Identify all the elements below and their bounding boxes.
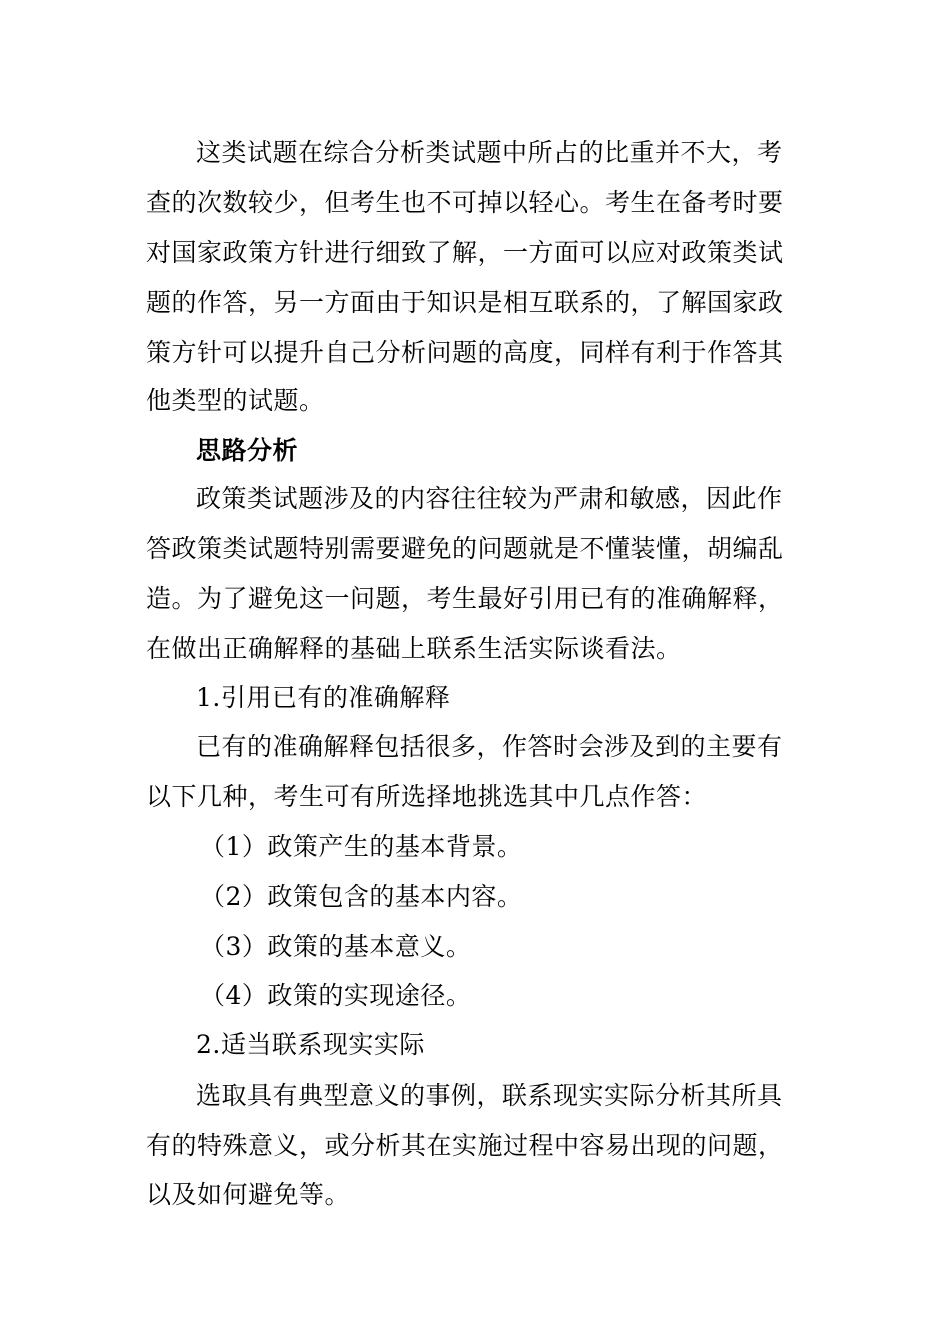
section-heading: 思路分析 — [196, 436, 299, 465]
list-item: （4）政策的实现途径。 — [200, 981, 472, 1010]
paragraph-line: 选取具有典型意义的事例，联系现实实际分析其所具 — [196, 1081, 783, 1110]
paragraph-line: 他类型的试题。 — [146, 386, 325, 415]
subheading: 2.适当联系现实实际 — [196, 1030, 425, 1059]
paragraph-line: 这类试题在综合分析类试题中所占的比重并不大，考 — [196, 138, 783, 167]
paragraph-line: 有的特殊意义，或分析其在实施过程中容易出现的问题， — [146, 1131, 784, 1160]
paragraph-line: 以及如何避免等。 — [146, 1180, 351, 1209]
paragraph-line: 题的作答，另一方面由于知识是相互联系的，了解国家政 — [146, 288, 784, 317]
paragraph-line: 造。为了避免这一问题，考生最好引用已有的准确解释， — [146, 584, 784, 613]
paragraph-line: 策方针可以提升自己分析问题的高度，同样有利于作答其 — [146, 338, 784, 367]
paragraph-line: 对国家政策方针进行细致了解，一方面可以应对政策类试 — [146, 238, 784, 267]
list-item: （1）政策产生的基本背景。 — [200, 832, 523, 861]
list-item: （2）政策包含的基本内容。 — [200, 882, 523, 911]
paragraph-line: 在做出正确解释的基础上联系生活实际谈看法。 — [146, 634, 682, 663]
paragraph-line: 答政策类试题特别需要避免的问题就是不懂装懂，胡编乱 — [146, 534, 784, 563]
paragraph-line: 政策类试题涉及的内容往往较为严肃和敏感，因此作 — [196, 484, 783, 513]
paragraph-line: 查的次数较少，但考生也不可掉以轻心。考生在备考时要 — [146, 188, 784, 217]
list-item: （3）政策的基本意义。 — [200, 932, 472, 961]
subheading: 1.引用已有的准确解释 — [196, 683, 451, 712]
paragraph-line: 已有的准确解释包括很多，作答时会涉及到的主要有 — [196, 732, 783, 761]
paragraph-line: 以下几种，考生可有所选择地挑选其中几点作答： — [146, 782, 708, 811]
